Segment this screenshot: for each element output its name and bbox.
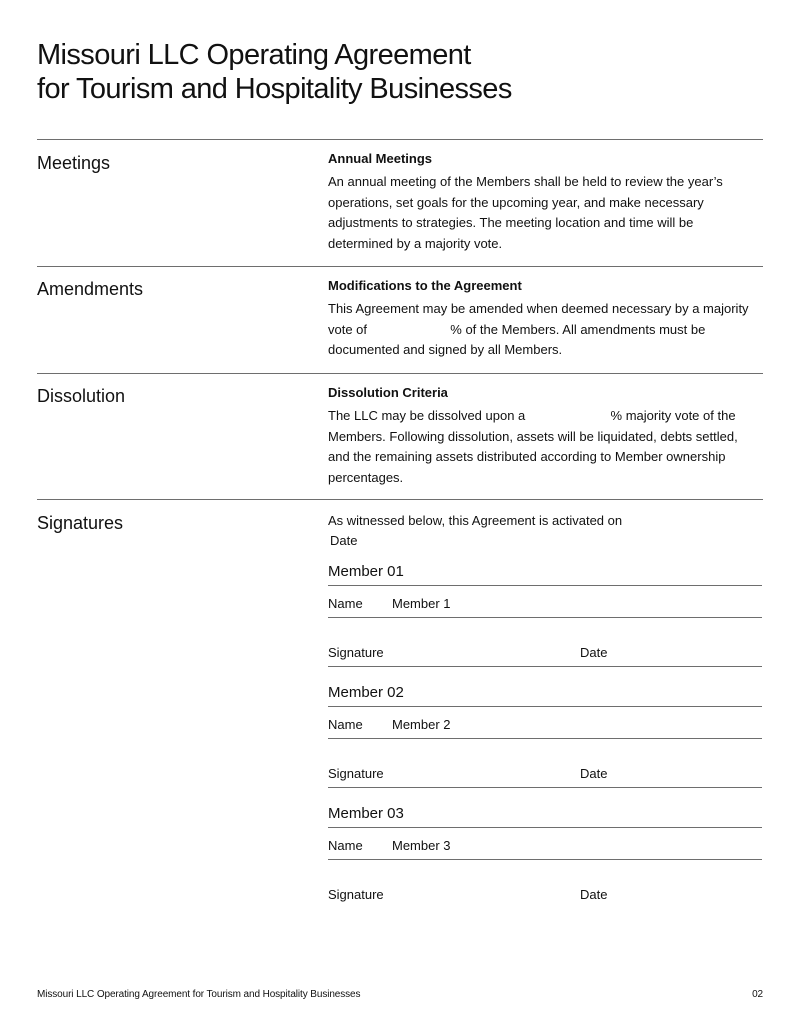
name-field[interactable]: Member 3 (392, 838, 451, 853)
member-title: Member 01 (328, 562, 762, 586)
date-field[interactable]: Date (580, 645, 608, 660)
signature-row (328, 860, 762, 908)
name-label: Name (328, 838, 363, 853)
page-number: 02 (752, 989, 763, 1000)
section-divider (37, 266, 763, 267)
signatures-intro: As witnessed below, this Agreement is activated on (328, 513, 623, 528)
section-label-meetings: Meetings (37, 153, 111, 173)
amendments-text (328, 299, 758, 361)
dissolution-heading: Dissolution Criteria (328, 385, 448, 400)
section-label-amendments: Amendments (37, 279, 144, 299)
signature-row (328, 739, 762, 788)
title-line-2: for Tourism and Hospitality Businesses (37, 73, 512, 105)
name-row (328, 586, 762, 618)
member-block (328, 804, 762, 908)
section-label-signatures: Signatures (37, 513, 124, 533)
title-line-1: Missouri LLC Operating Agreement (37, 39, 471, 71)
date-field[interactable]: Date (580, 766, 608, 781)
section-dissolution (328, 385, 758, 488)
page-footer (37, 988, 763, 1002)
section-meetings (328, 151, 758, 254)
section-divider (37, 499, 763, 500)
meetings-heading: Annual Meetings (328, 151, 433, 166)
name-row (328, 828, 762, 860)
meetings-text: An annual meeting of the Members shall be held to review the year’s operations, set goals for the upcoming year, and make necessary adjustments to strategies. The meeting location and time will be determined by a majority vote. (328, 174, 723, 251)
member-title: Member 02 (328, 683, 762, 707)
name-label: Name (328, 596, 363, 611)
section-amendments (328, 278, 758, 361)
dissolution-text-before: The LLC may be dissolved upon a (328, 408, 526, 423)
name-field[interactable]: Member 2 (392, 717, 451, 732)
name-label: Name (328, 717, 363, 732)
section-divider (37, 373, 763, 374)
dissolution-text-after: % majority vote of the Members. Following dissolution, assets will be liquidated, debts settled, and the remaining assets distributed according to Member ownership percentages. (328, 408, 738, 485)
section-label-dissolution: Dissolution (37, 386, 126, 406)
name-field[interactable]: Member 1 (392, 596, 451, 611)
member-title: Member 03 (328, 804, 762, 828)
signature-field[interactable]: Signature (328, 645, 384, 660)
dissolution-text (328, 406, 758, 488)
amendments-text-before: This Agreement may be amended when deemed necessary by a majority vote of (328, 301, 749, 337)
signature-row (328, 618, 762, 667)
date-field[interactable]: Date (580, 887, 608, 902)
member-block (328, 562, 762, 667)
amendments-heading: Modifications to the Agreement (328, 278, 522, 293)
name-row (328, 707, 762, 739)
member-block (328, 683, 762, 788)
signature-field[interactable]: Signature (328, 887, 384, 902)
footer-title: Missouri LLC Operating Agreement for Tourism and Hospitality Businesses (37, 989, 361, 1000)
section-signatures (328, 511, 762, 908)
document-title (37, 38, 757, 106)
section-divider (37, 139, 763, 140)
activation-date-field[interactable]: Date (330, 533, 358, 548)
signature-field[interactable]: Signature (328, 766, 384, 781)
amendments-text-after: % of the Members. All amendments must be documented and signed by all Members. (328, 321, 706, 357)
